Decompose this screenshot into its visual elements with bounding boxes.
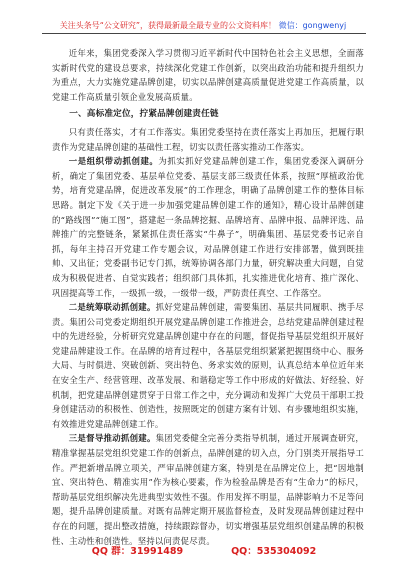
- paragraph-organization: [52, 154, 364, 300]
- section-title: 一、高标准定位，拧紧品牌创建责任链: [69, 109, 219, 120]
- wechat-contact: 微信：gongwenyj: [278, 21, 347, 30]
- header-divider: [42, 33, 366, 34]
- section-intro-paragraph: 只有责任落实，才有工作落实。集团党委坚持在责任落实上再加压，把履行职责作为党建品牌创建的基础性工程，切实以责任落实推动工作落实。: [52, 126, 364, 152]
- document-body: [52, 46, 364, 548]
- paragraph-text: 集团党委健全完善分类指导机制，通过开展调查研究，精准掌握基层党组织党建工作的创新点，品牌创建的切入点，分门别类开展指导工作。严把新增品牌立项关，严审品牌创建方案，特别是在品牌定位上，把“因地制宜、突出特色、精准实用”作为核心要素，作为检验品牌是否有“生命力”的标尺，帮助基层党组织解决先进典型实效性不强。作用发挥不明显，品牌影响力不足等问题，提升品牌创建质量。对既有品牌定期开展监督检查，及时发现品牌创建过程中存在的问题，提出整改措施，持续跟踪督办，切实增强基层党组织创建品牌的积极性、主动性和创造性。坚持以问责促尽责。: [52, 433, 364, 546]
- paragraph-text: 为抓实抓好党建品牌创建工作，集团党委深入调研分析，确定了集团党委、基层单位党委、基层支部三级责任体系，按照“厚植政治优势，培育党建品牌，促进改革发展”的工作理念，明确了品牌创建工作的整体目标思路。制定下发《关于进一步加强党建品牌创建工作的通知》，精心设计品牌创建的“路线图”“施工图”，搭建起一条品牌挖掘、品牌培育、品牌申报、品牌评选、品牌推广的完整链条，紧紧抓住责任落实“牛鼻子”，明确集团、基层党委书记亲自抓，每年主持召开党建工作专题会议，对品牌创建工作进行安排部署，做到既挂帅、又出征；党委副书记专门抓，统筹协调各部门力量，研究解决重大问题，自觉成为积极促进者、自觉实践者；组织部门具体抓，扎实推进优化培育、推广深化、巩固提高等工作，一级抓一级，一级带一级，严防责任真空、工作落空。: [52, 156, 364, 298]
- page-header: [42, 20, 364, 31]
- qq-group: QQ 群：31991489: [91, 546, 184, 557]
- paragraph-supervision: [52, 431, 364, 548]
- paragraph-coordination: [52, 300, 364, 431]
- paragraph-text: 抓好党建品牌创建，需要集团、基层共同履职、携手尽责。集团公司党委定期组织开展党建品牌创建工作推进会，总结党建品牌创建过程中的先进经验，分析研究党建品牌创建中存在的问题，督促指导基层党组织开展好党建品牌建设工作。在品牌的培育过程中，各基层党组织紧紧把握围绕中心、服务大局、与时俱进、突破创新、突出特色、务求实效的原则，认真总结本单位近年来在安全生产、经营管理、改革发展、和谐稳定等工作中形成的好做法、好经验、好机制，把党建品牌创建贯穿于日常工作之中，充分调动和发挥广大党员干部职工投身创建活动的积极性、创造性，按照既定的创建方案有计划、有步骤地组织实施，有效推进党建品牌创建工作。: [52, 302, 364, 429]
- page-footer: [0, 543, 408, 557]
- paragraph-lead: 二是统筹联动抓创建。: [68, 302, 156, 313]
- paragraph-lead: 三是督导推动抓创建。: [68, 433, 156, 444]
- intro-paragraph: 近年来，集团党委深入学习贯彻习近平新时代中国特色社会主义思想，全面落实新时代党的建设总要求，持续深化党建工作创新，以突出政治功能和提升组织力为重点，大力实施党建品牌创建，切实以品牌创建高质量促进党建工作高质量，以党建工作高质量引领企业发展高质量。: [52, 48, 364, 102]
- promo-text: 关注头条号“公文研究”，获得最新最全最专业的公文资料库！: [59, 21, 277, 30]
- paragraph-lead: 一是组织带动抓创建。: [68, 156, 159, 167]
- qq-contact: QQ：535304092: [231, 546, 317, 557]
